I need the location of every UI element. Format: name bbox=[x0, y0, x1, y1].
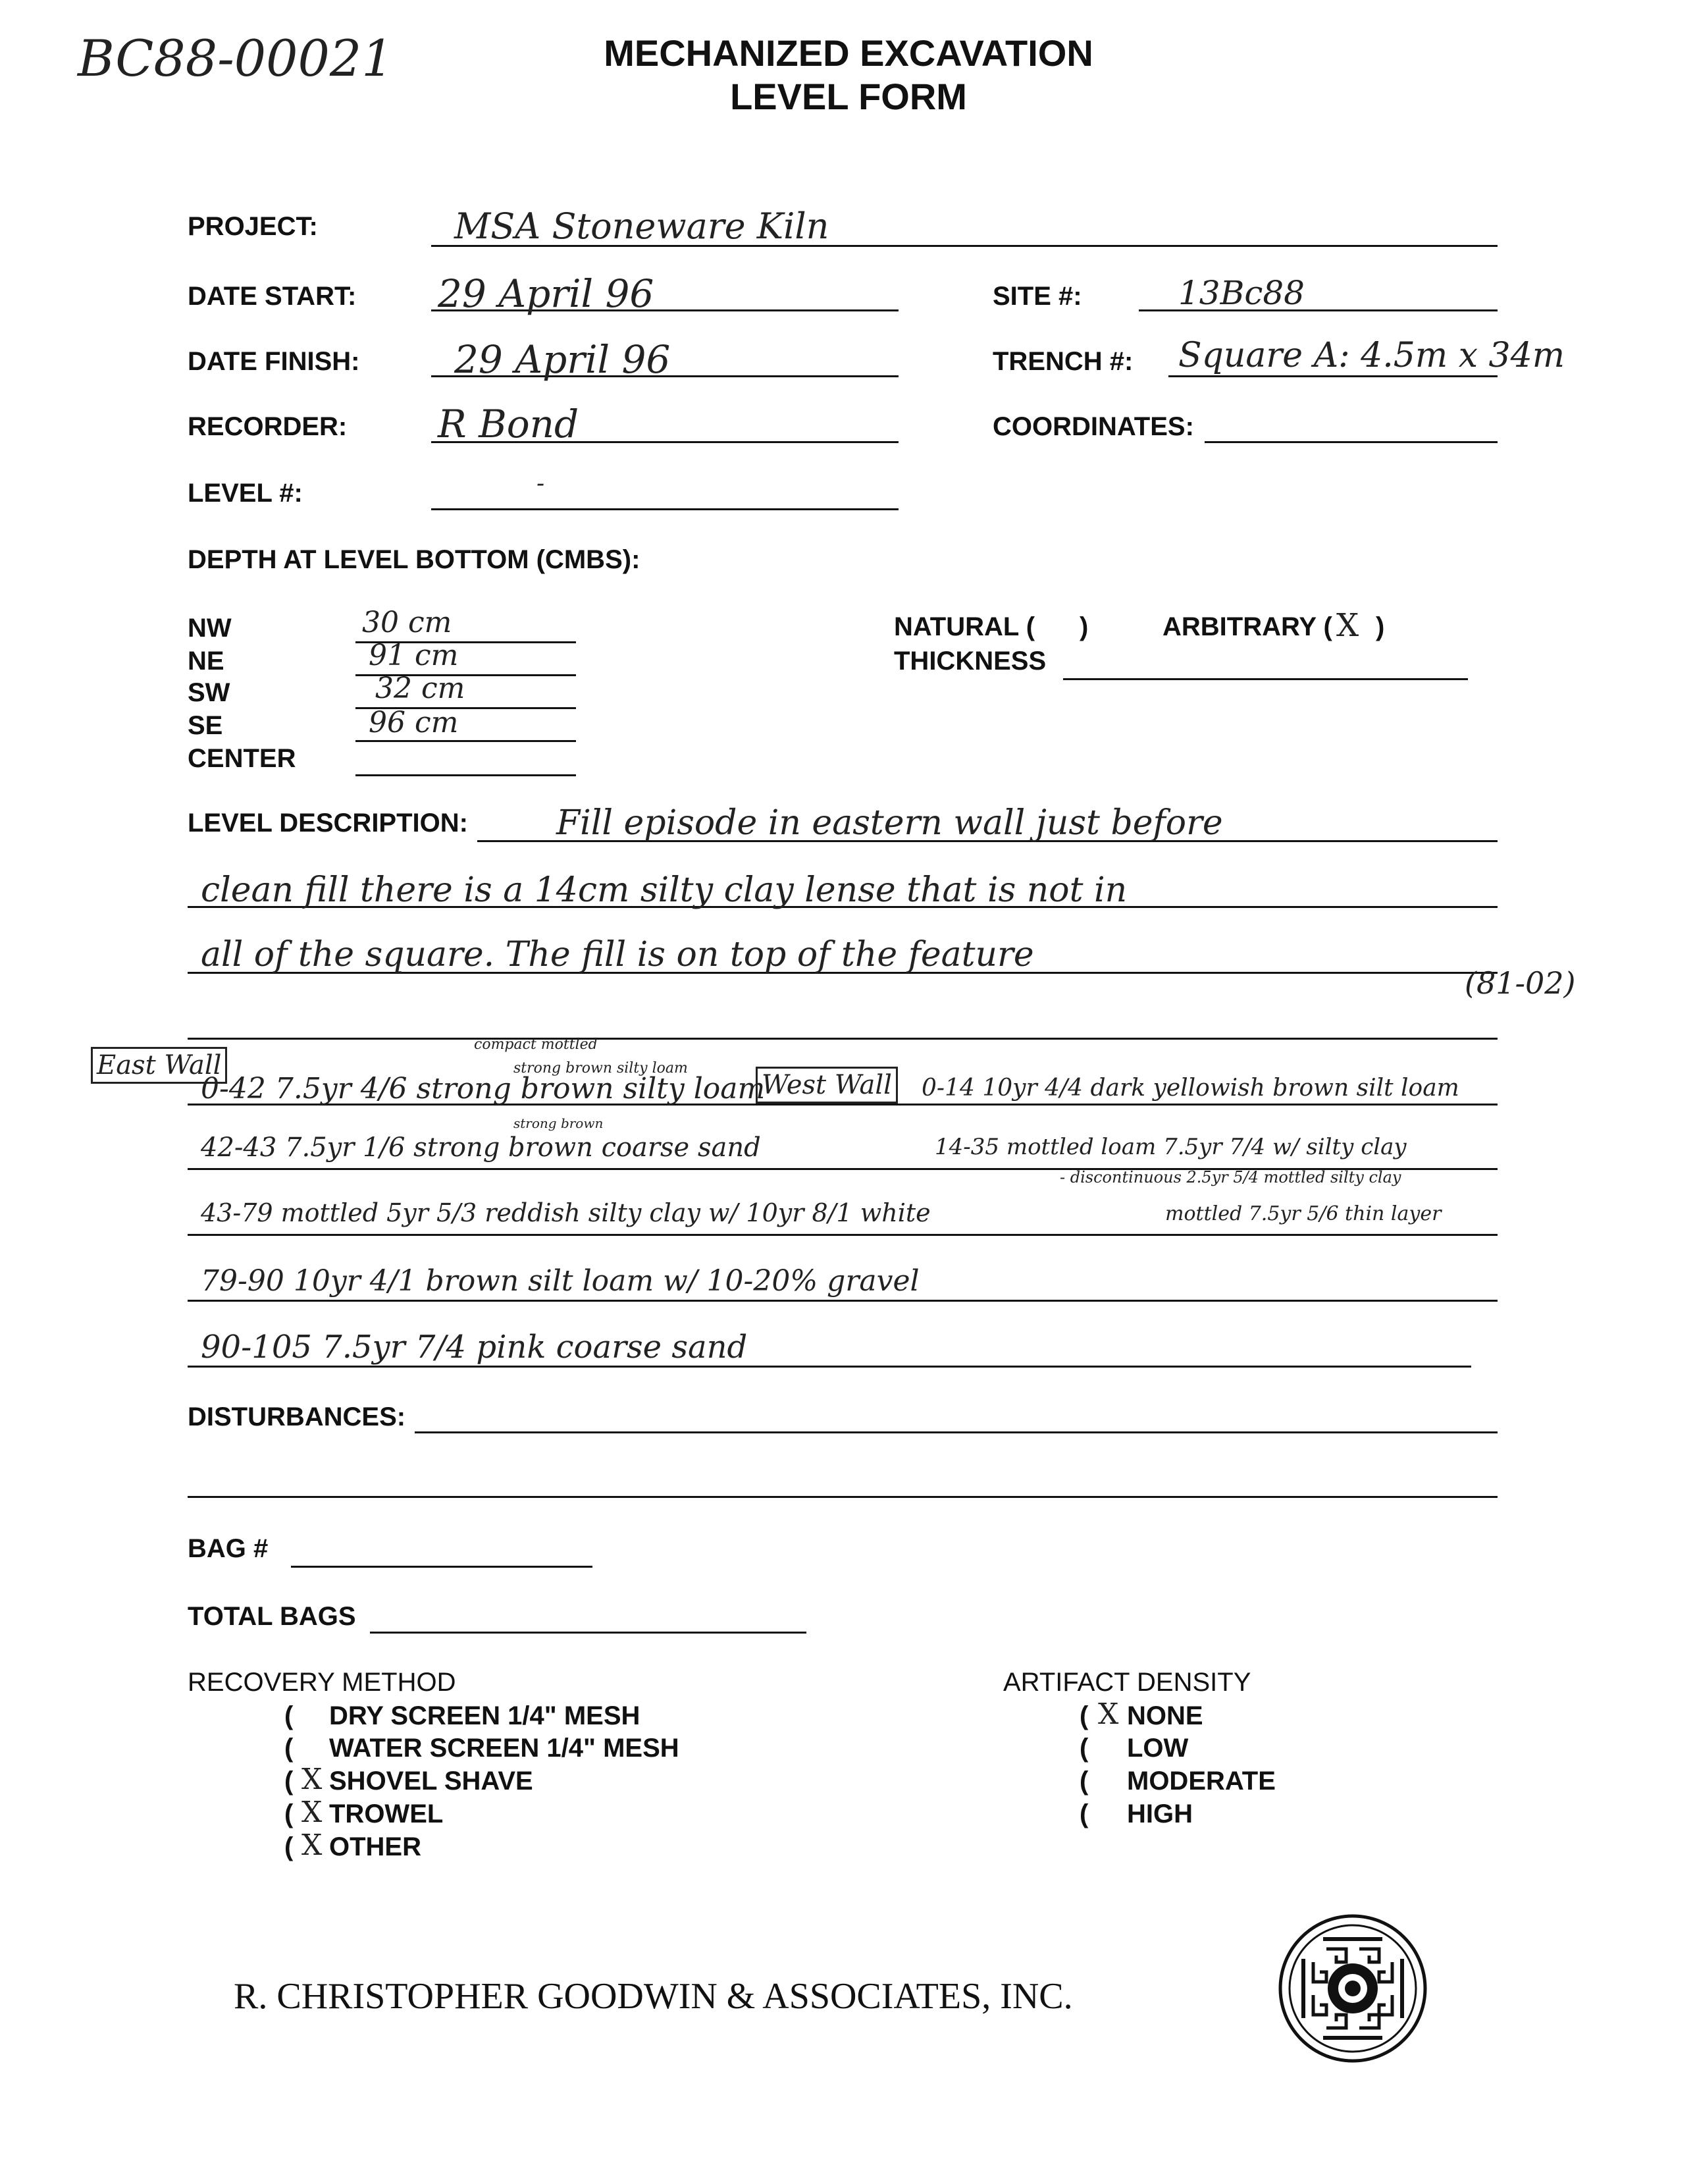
arbitrary-close: ) bbox=[1376, 612, 1385, 641]
depth-heading: DEPTH AT LEVEL BOTTOM (CMBS): bbox=[188, 545, 640, 574]
date-start-value: 29 April 96 bbox=[438, 271, 654, 316]
density-mark-1: X bbox=[1098, 1697, 1119, 1731]
recorder-value: R Bond bbox=[438, 402, 579, 446]
density-open-paren-3: ( bbox=[1080, 1767, 1089, 1796]
density-label-3: MODERATE bbox=[1127, 1767, 1276, 1796]
recovery-mark-4: X bbox=[301, 1796, 323, 1829]
company-logo-icon bbox=[1277, 1913, 1428, 2064]
description-text-1: Fill episode in eastern wall just before bbox=[556, 803, 1223, 843]
recovery-label-4: TROWEL bbox=[329, 1799, 444, 1828]
bag-label: BAG # bbox=[188, 1534, 269, 1563]
west-wall-tag: West Wall bbox=[756, 1067, 898, 1104]
se-line bbox=[355, 740, 576, 742]
thickness-label: THICKNESS bbox=[894, 647, 1047, 676]
recovery-open-paren-4: ( bbox=[284, 1799, 294, 1828]
se-value: 96 cm bbox=[369, 706, 459, 739]
west-note-1: 0-14 10yr 4/4 dark yellowish brown silt loam bbox=[922, 1075, 1459, 1102]
total-bags-label: TOTAL BAGS bbox=[188, 1602, 356, 1631]
trench-value: Square A: 4.5m x 34m bbox=[1178, 336, 1565, 375]
description-text-2: clean fill there is a 14cm silty clay lense that is not in bbox=[201, 870, 1128, 910]
density-label-2: LOW bbox=[1127, 1734, 1189, 1763]
recovery-label-2: WATER SCREEN 1/4" MESH bbox=[329, 1734, 679, 1763]
recovery-mark-5: X bbox=[301, 1828, 323, 1862]
ne-label: NE bbox=[188, 647, 224, 676]
level-line bbox=[431, 508, 899, 510]
center-line bbox=[355, 774, 576, 776]
east-wall-tag: East Wall bbox=[91, 1047, 227, 1084]
total-bags-line bbox=[370, 1632, 806, 1634]
center-label: CENTER bbox=[188, 744, 296, 773]
line2-small-note: strong brown bbox=[513, 1115, 604, 1131]
form-title-line1: MECHANIZED EXCAVATION bbox=[604, 32, 1093, 74]
description-text-6: 0-42 7.5yr 4/6 strong brown silty loam bbox=[201, 1072, 766, 1105]
east-small-note: compact mottled bbox=[474, 1036, 598, 1053]
project-label: PROJECT: bbox=[188, 212, 318, 241]
date-start-label: DATE START: bbox=[188, 282, 357, 311]
site-value: 13Bc88 bbox=[1178, 274, 1305, 312]
nw-value: 30 cm bbox=[362, 606, 452, 639]
project-value: MSA Stoneware Kiln bbox=[454, 205, 829, 247]
density-open-paren-2: ( bbox=[1080, 1734, 1089, 1763]
recovery-open-paren-5: ( bbox=[284, 1832, 294, 1861]
date-finish-value: 29 April 96 bbox=[454, 337, 671, 382]
desc-line-9 bbox=[188, 1366, 1471, 1368]
recovery-label-1: DRY SCREEN 1/4" MESH bbox=[329, 1701, 640, 1730]
desc-line-7 bbox=[188, 1234, 1498, 1236]
west-note-3: - discontinuous 2.5yr 5/4 mottled silty clay bbox=[1060, 1168, 1401, 1186]
description-text-8: 43-79 mottled 5yr 5/3 reddish silty clay w/ 10yr 8/1 white bbox=[201, 1198, 931, 1227]
natural-close: ) bbox=[1080, 612, 1089, 641]
desc-line-4 bbox=[188, 1038, 1498, 1040]
arbitrary-mark: X bbox=[1336, 607, 1359, 644]
company-name: R. CHRISTOPHER GOODWIN & ASSOCIATES, INC. bbox=[234, 1976, 1073, 2017]
disturbances-label: DISTURBANCES: bbox=[188, 1402, 406, 1431]
natural-label: NATURAL ( bbox=[894, 612, 1035, 641]
recovery-open-paren-1: ( bbox=[284, 1701, 294, 1730]
se-label: SE bbox=[188, 711, 223, 740]
density-label-4: HIGH bbox=[1127, 1799, 1193, 1828]
density-open-paren-4: ( bbox=[1080, 1799, 1089, 1828]
trench-label: TRENCH #: bbox=[993, 347, 1134, 376]
density-label-1: NONE bbox=[1127, 1701, 1203, 1730]
level-value: - bbox=[536, 470, 545, 497]
disturbances-line-2 bbox=[188, 1496, 1498, 1498]
description-text-4: (81-02) bbox=[1465, 965, 1576, 1001]
description-text-9: 79-90 10yr 4/1 brown silt loam w/ 10-20% gravel bbox=[201, 1264, 920, 1298]
density-open-paren-1: ( bbox=[1080, 1701, 1089, 1730]
desc-line-8 bbox=[188, 1300, 1498, 1302]
site-label: SITE #: bbox=[993, 282, 1082, 311]
ne-value: 91 cm bbox=[369, 639, 459, 672]
level-label: LEVEL #: bbox=[188, 479, 303, 508]
bag-line bbox=[291, 1566, 592, 1568]
west-note-2: 14-35 mottled loam 7.5yr 7/4 w/ silty clay bbox=[935, 1134, 1407, 1160]
east-small-note-2: strong brown silty loam bbox=[513, 1060, 688, 1077]
recovery-method-heading: RECOVERY METHOD bbox=[188, 1668, 456, 1697]
description-text-3: all of the square. The fill is on top of the feature bbox=[201, 935, 1034, 974]
artifact-density-heading: ARTIFACT DENSITY bbox=[1003, 1668, 1251, 1697]
recorder-label: RECORDER: bbox=[188, 412, 348, 441]
nw-label: NW bbox=[188, 614, 232, 643]
document-id: BC88-00021 bbox=[78, 29, 394, 88]
description-text-7: 42-43 7.5yr 1/6 strong brown coarse sand bbox=[201, 1132, 761, 1163]
sw-value: 32 cm bbox=[375, 672, 465, 705]
west-note-4: mottled 7.5yr 5/6 thin layer bbox=[1165, 1202, 1442, 1225]
form-title-line2: LEVEL FORM bbox=[730, 76, 967, 117]
recovery-label-5: OTHER bbox=[329, 1832, 421, 1861]
trench-line bbox=[1168, 375, 1498, 377]
thickness-line bbox=[1063, 678, 1468, 680]
date-finish-label: DATE FINISH: bbox=[188, 347, 360, 376]
arbitrary-label: ARBITRARY ( bbox=[1162, 612, 1332, 641]
coordinates-line bbox=[1205, 441, 1498, 443]
recovery-open-paren-3: ( bbox=[284, 1767, 294, 1796]
disturbances-line-1 bbox=[415, 1431, 1498, 1433]
sw-label: SW bbox=[188, 678, 230, 707]
level-description-label: LEVEL DESCRIPTION: bbox=[188, 809, 468, 838]
recovery-mark-3: X bbox=[301, 1763, 323, 1796]
coordinates-label: COORDINATES: bbox=[993, 412, 1194, 441]
recovery-open-paren-2: ( bbox=[284, 1734, 294, 1763]
description-text-10: 90-105 7.5yr 7/4 pink coarse sand bbox=[201, 1329, 748, 1366]
recovery-label-3: SHOVEL SHAVE bbox=[329, 1767, 533, 1796]
